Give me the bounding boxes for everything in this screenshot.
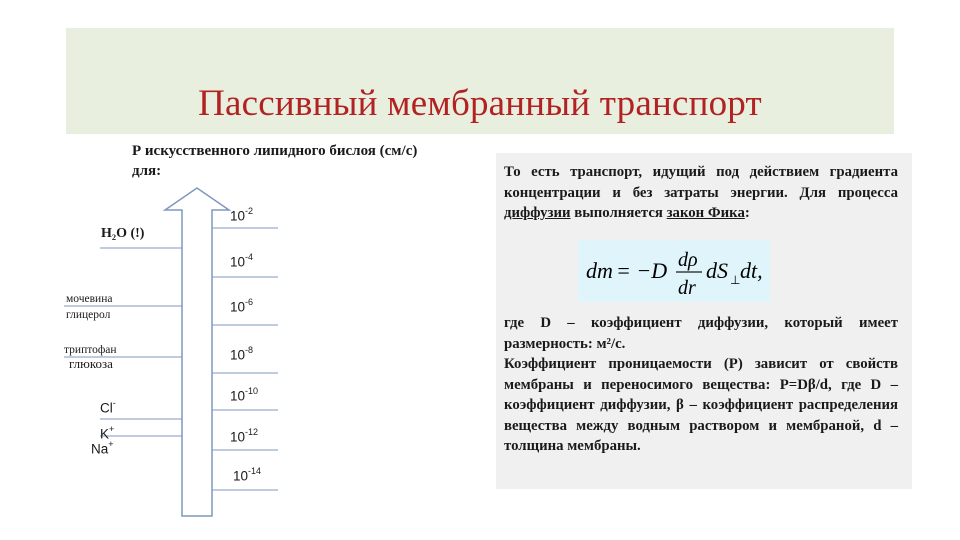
explanation-intro: То есть транспорт, идущий под действием градиента концентрации и без затраты энергии. Для процесса диффузии выполняется закон Фика:: [504, 164, 898, 221]
slide-title: Пассивный мембранный транспорт: [198, 83, 762, 124]
scale-arrow: [165, 188, 229, 516]
formula-denominator: dr: [678, 277, 696, 299]
substance-tryptophan: триптофан: [64, 344, 117, 356]
formula-numerator: dρ: [678, 249, 698, 271]
exponent-label: $10^{-8}$: [230, 345, 254, 363]
explanation-permeability: Коэффициент проницаемости (Р) зависит от свойств мембраны и переносимого вещества: P=Dβ/d, где D – коэффициент диффузии, β – коэффициент распределения вещества между водным раствором и мембраной, d – толщина мембраны.: [504, 356, 898, 454]
formula-dt: dt,: [740, 258, 763, 283]
formula-perp: ⊥: [730, 273, 741, 287]
exponent-label: $10^{-10}$: [230, 386, 259, 404]
substance-glycerol: глицерол: [66, 309, 111, 321]
exponent-label: $10^{-4}$: [230, 252, 254, 270]
subtitle-line2: для:: [132, 163, 162, 179]
explanation-diffusion-coef: где D – коэффициент диффузии, который имеет размерность: м²/с.: [504, 315, 898, 352]
substance-potassium: K+: [100, 424, 115, 442]
formula-lhs: dm: [586, 258, 613, 283]
substance-urea: мочевина: [66, 293, 113, 305]
formula-rest: dS: [706, 258, 728, 283]
substance-glucose: глюкоза: [69, 356, 113, 371]
diffusion-term: диффузии: [504, 205, 571, 221]
exponent-label: $10^{-2}$: [230, 206, 254, 224]
exponent-label: $10^{-6}$: [230, 297, 254, 315]
substance-water: H₂O (!): [101, 226, 145, 241]
substance-chloride: Cl-: [100, 398, 116, 416]
subtitle-line1: Р искусственного липидного бислоя (см/с): [132, 143, 418, 159]
fick-formula: [578, 240, 770, 302]
exponent-label: $10^{-14}$: [233, 466, 262, 484]
substance-ticks: [64, 248, 182, 436]
fick-law-term: закон Фика: [666, 205, 745, 221]
exponent-label: $10^{-12}$: [230, 427, 259, 445]
substance-sodium: Na+: [91, 439, 114, 457]
formula-eq: = −D: [616, 258, 668, 283]
